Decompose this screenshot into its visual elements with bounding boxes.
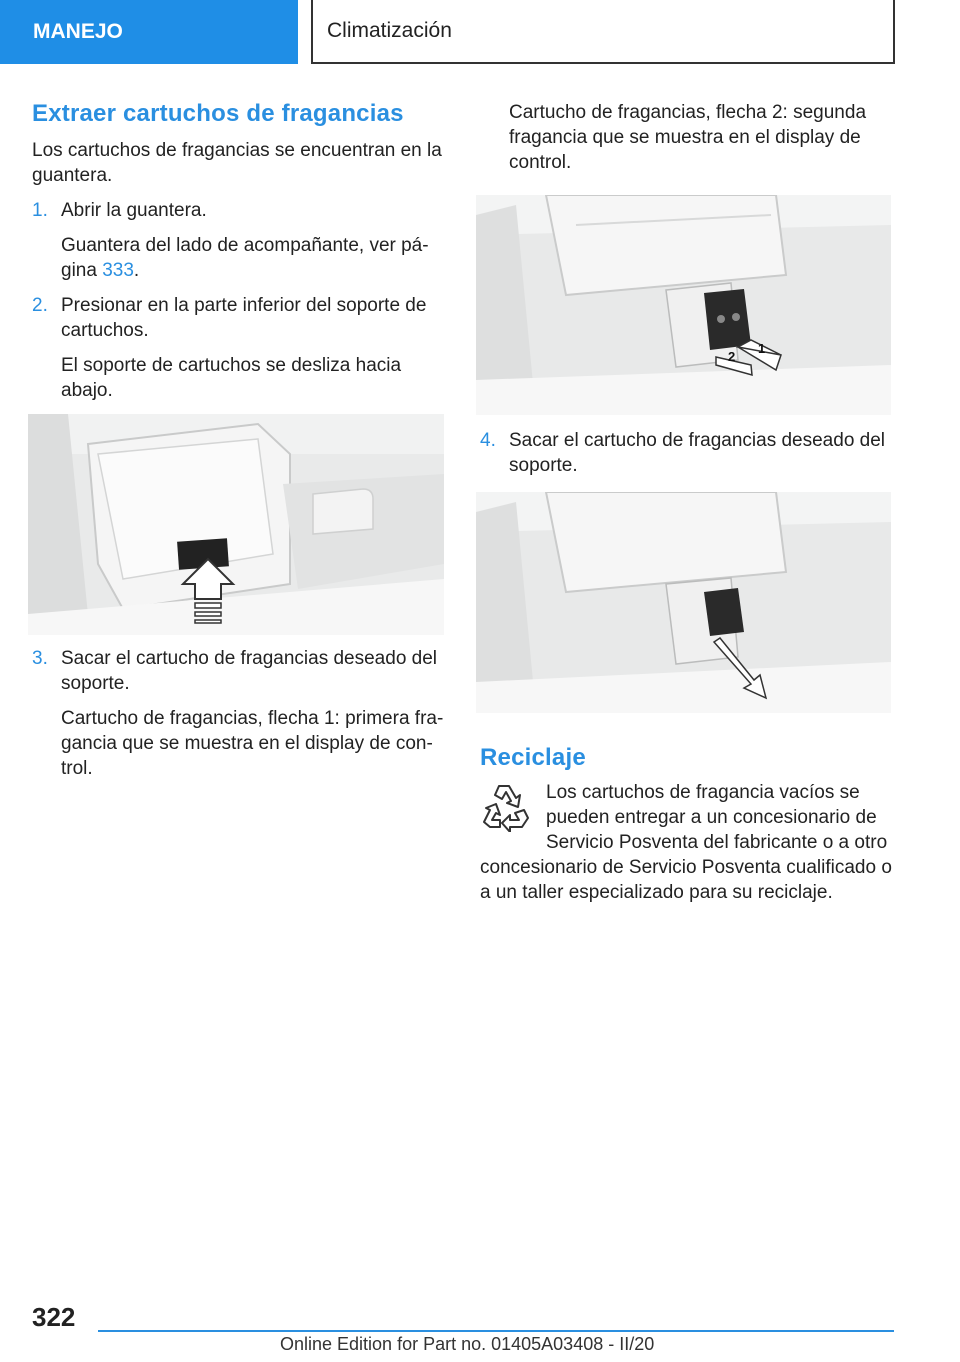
chapter-title: Climatización xyxy=(327,19,452,42)
step-number: 3. xyxy=(32,648,48,669)
right-step-4 xyxy=(480,428,892,478)
arrow-label-1: 1 xyxy=(758,341,766,356)
figure-glovebox-press xyxy=(28,414,444,635)
recycling-heading: Reciclaje xyxy=(480,744,586,771)
recycling-section xyxy=(480,744,892,905)
step-subtext: Guantera del lado de acompañante, ver pá‐gina 333. xyxy=(61,235,429,281)
step-3 xyxy=(32,646,444,781)
figure-cartridge-removal xyxy=(476,492,891,713)
recycling-block xyxy=(480,780,892,905)
footer-divider xyxy=(98,1330,894,1332)
recycle-icon xyxy=(480,780,535,835)
step-2 xyxy=(32,293,444,403)
intro-text: Los cartuchos de fragancias se encuentran en la guantera. xyxy=(32,140,442,186)
step-text: Abrir la guantera. xyxy=(61,200,207,221)
arrow-label-2: 2 xyxy=(728,349,736,364)
page-link[interactable]: 333 xyxy=(102,260,134,281)
step-subtext: Cartucho de fragancias, flecha 1: primera fra‐gancia que se muestra en el display de con‐trol. xyxy=(61,708,444,779)
step-4 xyxy=(480,428,892,478)
figure-cartridge-arrows xyxy=(476,195,891,415)
left-column-continued xyxy=(32,646,444,781)
page-number: 322 xyxy=(32,1302,76,1332)
step-text: Sacar el cartucho de fragancias deseado del soporte. xyxy=(61,648,438,694)
edition-note: Online Edition for Part no. 01405A03408 - II/20 xyxy=(280,1334,655,1354)
continued-text: Cartucho de fragancias, flecha 2: segunda fragancia que se muestra en el display de control. xyxy=(509,102,867,173)
section-label: MANEJO xyxy=(33,20,123,43)
step-number: 1. xyxy=(32,200,48,221)
chapter-header xyxy=(311,0,895,64)
step-number: 2. xyxy=(32,295,48,316)
step-number: 4. xyxy=(480,430,496,451)
step-text: Sacar el cartucho de fragancias deseado del soporte. xyxy=(509,430,886,476)
left-column xyxy=(32,100,444,403)
section-tab xyxy=(0,0,298,64)
section-heading: Extraer cartuchos de fragancias xyxy=(32,100,404,127)
step-1 xyxy=(32,198,444,283)
step-text: Presionar en la parte inferior del soporte de cartuchos. xyxy=(61,295,427,341)
right-column xyxy=(480,100,892,175)
step-subtext: El soporte de cartuchos se desliza hacia abajo. xyxy=(61,355,402,401)
recycling-text: Los cartuchos de fragancia vacíos se pueden entregar a un concesionario de Servicio Posventa del fabricante o a otro concesionario de Servicio Posventa cualificado o a un taller especializado para su reciclaje. xyxy=(480,782,892,903)
